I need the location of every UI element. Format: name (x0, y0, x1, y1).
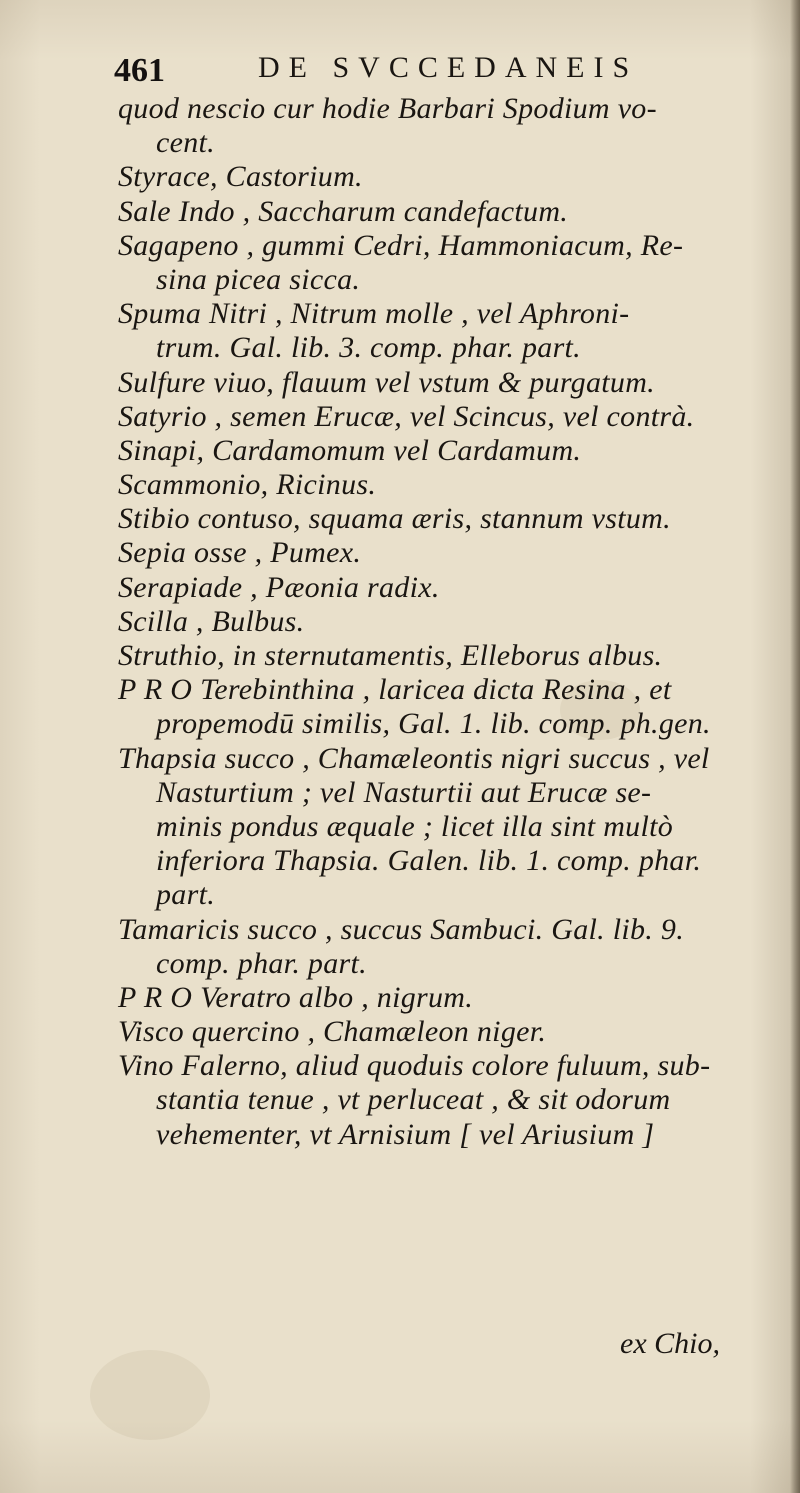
text-line: trum. Gal. lib. 3. comp. phar. part. (156, 331, 581, 365)
text-line: propemodū similis, Gal. 1. lib. comp. ph.gen. (156, 707, 711, 741)
text-line: P R O Terebinthina , laricea dicta Resina , et (118, 673, 672, 707)
text-line: cent. (156, 126, 215, 160)
text-line: Sepia osse , Pumex. (118, 536, 362, 570)
text-line: Tamaricis succo , succus Sambuci. Gal. lib. 9. (118, 912, 685, 946)
text-line: vehementer, vt Arnisium [ vel Ariusium ] (156, 1117, 655, 1151)
text-line: Thapsia succo , Chamæleontis nigri succus , vel (118, 741, 710, 775)
text-line: Sagapeno , gummi Cedri, Hammoniacum, Re- (118, 228, 684, 262)
running-head (114, 46, 714, 96)
text-line: minis pondus æquale ; licet illa sint multò (156, 809, 674, 843)
paper-stain (90, 1350, 210, 1440)
text-line: Nasturtium ; vel Nasturtii aut Erucæ se- (156, 775, 652, 809)
body-text (118, 92, 790, 1152)
text-line: part. (156, 878, 216, 912)
text-line: Stibio contuso, squama æris, stannum vstum. (118, 502, 671, 536)
text-line: inferiora Thapsia. Galen. lib. 1. comp. phar. (156, 844, 702, 878)
text-line: Serapiade , Pæonia radix. (118, 570, 440, 604)
text-line: Sulfure viuo, flauum vel vstum & purgatum. (118, 365, 655, 399)
text-line: Sale Indo , Saccharum candefactum. (118, 194, 569, 228)
text-line: sina picea sicca. (156, 262, 361, 296)
text-line: Scammonio, Ricinus. (118, 468, 377, 502)
text-line: Satyrio , semen Erucæ, vel Scincus, vel contrà. (118, 399, 695, 433)
text-line: Scilla , Bulbus. (118, 604, 305, 638)
running-title: DE SVCCEDANEIS (258, 51, 639, 84)
text-line: Struthio, in sternutamentis, Elleborus albus. (118, 639, 663, 672)
text-line: quod nescio cur hodie Barbari Spodium vo- (118, 92, 657, 125)
page-edge-shadow (790, 0, 800, 1493)
text-line: Styrace, Castorium. (118, 160, 363, 194)
text-line: comp. phar. part. (156, 946, 367, 980)
page-number: 461 (114, 52, 165, 89)
text-line: Sinapi, Cardamomum vel Cardamum. (118, 433, 582, 467)
catchword: ex Chio, (620, 1327, 720, 1360)
text-line: stantia tenue , vt perluceat , & sit odorum (156, 1083, 671, 1117)
text-line: P R O Veratro albo , nigrum. (118, 980, 474, 1014)
text-line: Visco quercino , Chamæleon niger. (118, 1015, 547, 1049)
text-line: Vino Falerno, aliud quoduis colore fuluum, sub- (118, 1049, 711, 1083)
text-line: Spuma Nitri , Nitrum molle , vel Aphroni- (118, 297, 630, 331)
